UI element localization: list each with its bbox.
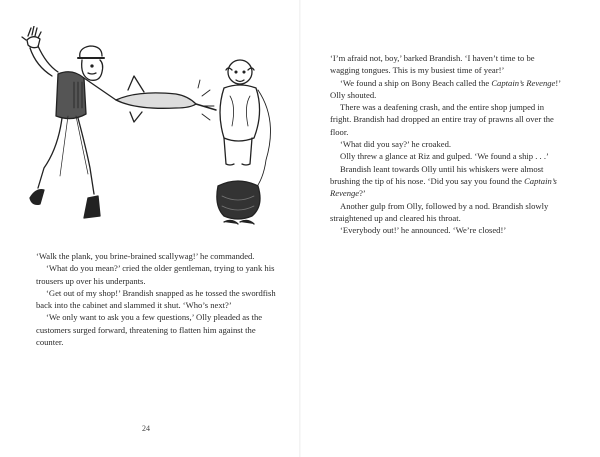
paragraph: ‘What did you say?’ he croaked.	[340, 139, 452, 150]
paragraph: Another gulp from Olly, followed by a nod. Brandish slowly straightened up and cleared his throat.	[330, 200, 549, 223]
paragraph: ‘Get out of my shop!’ Brandish snapped as he tossed the swordfish back into the cabinet and slammed it shut. ‘Who’s next?’	[36, 287, 276, 311]
right-page-text	[330, 52, 566, 236]
gutter	[299, 0, 301, 457]
paragraph: ‘What do you mean?’ cried the older gentleman, trying to yank his trousers up over his underpants.	[36, 263, 275, 286]
paragraph: Olly threw a glance at Riz and gulped. ‘We found a ship . . .’	[340, 151, 549, 162]
text-run: Brandish leant towards Olly until his whiskers were almost brushing the tip of his nose. ‘Did you say you found the	[330, 163, 544, 186]
text-run: !’ Olly shouted.	[330, 77, 561, 100]
left-page-text	[36, 250, 280, 348]
ship-name: Captain’s Revenge	[491, 77, 556, 88]
paragraph: ‘I’m afraid not, boy,’ barked Brandish. ‘I haven’t time to be wagging tongues. This is my busiest time of year!’	[330, 53, 535, 76]
text-run: ‘We found a ship on Bony Beach called the	[340, 77, 492, 88]
paragraph	[330, 163, 566, 200]
text-run: ?’	[359, 188, 366, 199]
paragraph	[330, 77, 566, 102]
paragraph: ‘Everybody out!’ he announced. ‘We’re closed!’	[340, 225, 507, 236]
paragraph: ‘We only want to ask you a few questions,’ Olly pleaded as the customers surged forward, threatening to flatten him against the counter.	[36, 312, 263, 348]
swordfish-illustration	[18, 26, 288, 238]
page-number: 24	[142, 424, 150, 433]
paragraph: There was a deafening crash, and the entire shop jumped in fright. Brandish had dropped an entire tray of prawns all over the floor.	[330, 102, 554, 137]
ship-name: Captain’s Revenge	[330, 175, 557, 199]
paragraph: ‘Walk the plank, you brine-brained scallywag!’ he commanded.	[36, 251, 255, 261]
